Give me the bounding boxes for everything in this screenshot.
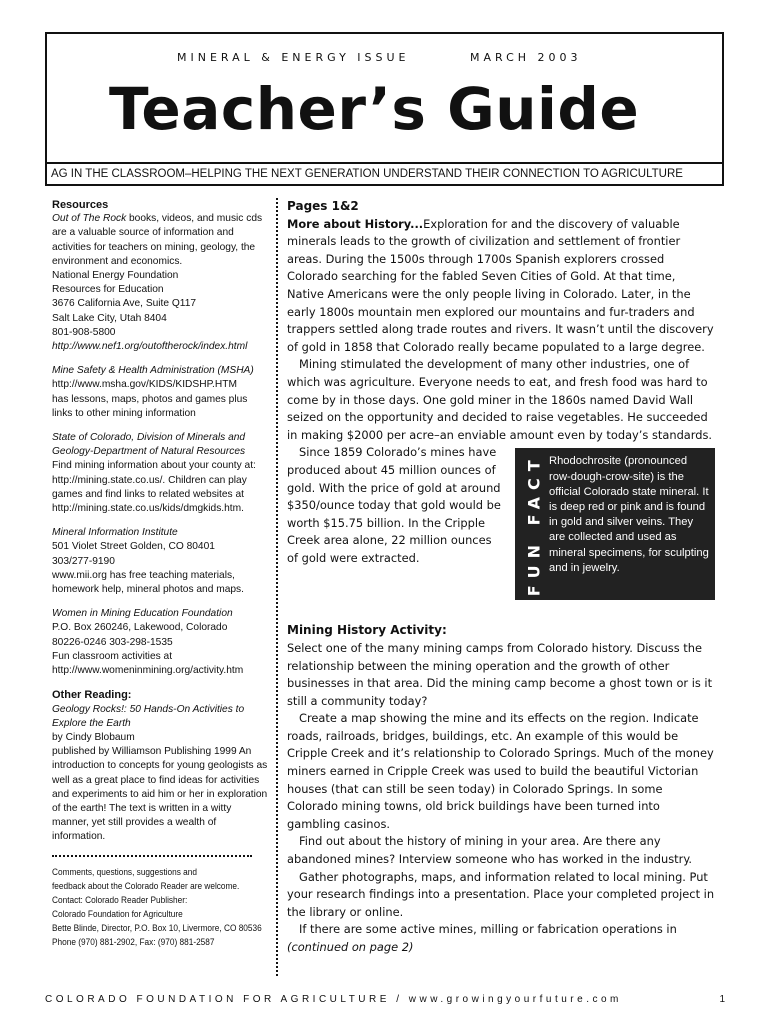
resource-desc: www.mii.org has free teaching materials, homework help, mineral photos and maps. xyxy=(52,569,244,596)
address-line: 3676 California Ave, Suite Q117 xyxy=(52,298,197,310)
resource-mii xyxy=(52,526,270,597)
activity-paragraph: Find out about the history of mining in your area. Are there any abandoned mines? Interview someone who has worked in the industry. xyxy=(287,834,693,867)
address-line: Salt Lake City, Utah 8404 xyxy=(52,312,167,324)
resource-title: Mine Safety & Health Administration (MSHA) xyxy=(52,365,254,377)
history-paragraph-3: Since 1859 Colorado’s mines have produced about 45 million ounces of gold. With the price of gold at around $350/ounce today that gold would be worth $15.75 billion. In the Cripple Creek area alone, 22 million ounces of gold were extracted. xyxy=(287,445,501,565)
history-text: Exploration for and the discovery of valuable minerals leads to the growth of civilization and settlement of frontier areas. During the 1500s through 1700s Spanish explorers crossed Colorado searching for the fabled Seven Cities of Gold. At that time, Native Americans were the only people living in Colorado. Later, in the early 1800s mountain men explored our mountains and fur-traders and trappers settled along trade routes and rivers. It wasn’t until the discovery of gold in 1858 that Colorado really became populated to a large degree. xyxy=(287,216,714,354)
contact-line: Phone (970) 881-2902, Fax: (970) 881-2587 xyxy=(52,936,215,947)
tagline: AG IN THE CLASSROOM–HELPING THE NEXT GENERATION UNDERSTAND THEIR CONNECTION TO AGRICULTURE xyxy=(45,162,724,186)
contact-line: Colorado Foundation for Agriculture xyxy=(52,908,183,919)
column-divider xyxy=(276,198,278,976)
resource-desc: books, videos, and music cds are a valuable source of information and activities for teachers on mining, geology, the environment and economics. xyxy=(52,213,263,267)
book-title: Geology Rocks!: 50 Hands-On Activities to Explore the Earth xyxy=(52,703,245,729)
resources-heading: Resources xyxy=(52,199,109,211)
activity-paragraph: Gather photographs, maps, and information related to local mining. Put your research findings into a presentation. Place your completed project in the library or online. xyxy=(287,869,715,919)
fun-fact-label-text: FUN FACT xyxy=(524,452,544,596)
main-column xyxy=(287,198,715,957)
resources-sidebar xyxy=(52,198,270,949)
phone-number: 303/277-9190 xyxy=(52,555,115,567)
activity-heading: Mining History Activity: xyxy=(287,623,447,638)
resource-desc: Fun classroom activities at xyxy=(52,650,173,662)
book-recommendation xyxy=(52,703,270,845)
fun-fact-label xyxy=(521,448,547,600)
activity-paragraph: Select one of the many mining camps from Colorado history. Discuss the relationship between the mining operation and the growth of other businesses in that area. Did the mining camp become a ghost town or is it still a community today? xyxy=(287,640,713,708)
contact-line: Comments, questions, suggestions and xyxy=(52,866,197,877)
page-number: 1 xyxy=(719,994,725,1005)
footer-text: COLORADO FOUNDATION FOR AGRICULTURE / www.growingyourfuture.com xyxy=(45,994,622,1005)
address-line: Resources for Education xyxy=(52,284,164,296)
resource-title: Out of The Rock xyxy=(52,213,127,225)
resource-desc: Find mining information about your county at: http://mining.state.co.us/. Children can play games and find links to related websites at http://mining.state.co.us/kids/dmgkids.htm. xyxy=(52,460,256,515)
fun-fact-text: Rhodochrosite (pronounced row-dough-crow-site) is the official Colorado state mineral. It is deep red or pink and is found in gold and silver veins. They are collected and used as mineral specimens, for sculpting and in jewelry. xyxy=(549,455,709,574)
resource-women-in-mining xyxy=(52,607,270,678)
resource-link[interactable]: http://www.womeninmining.org/activity.htm xyxy=(52,665,244,677)
page-title: Teacher’s Guide xyxy=(109,75,640,143)
resource-link[interactable]: http://www.msha.gov/KIDS/KIDSHP.HTM xyxy=(52,379,237,391)
address-line: National Energy Foundation xyxy=(52,270,179,282)
activity-paragraph: If there are some active mines, milling or fabrication operations in xyxy=(299,922,677,937)
pages-heading: Pages 1&2 xyxy=(287,199,359,213)
footer xyxy=(45,994,725,1005)
resource-title: State of Colorado, Division of Minerals and Geology-Department of Natural Resources xyxy=(52,432,246,458)
activity-paragraph: Create a map showing the mine and its effects on the region. Indicate roads, railroads, bridges, buildings, etc. An example of this would be Cripple Creek and it’s relationship to Colorado Springs. Much of the money miners earned in Cripple Creek was used to build the beautiful Victorian houses (that can still be seen today) in Colorado Springs. In some Colorado mining towns, old brick buildings have been turned into gambling casinos. xyxy=(287,711,714,831)
contact-line: Bette Blinde, Director, P.O. Box 10, Livermore, CO 80536 xyxy=(52,922,262,933)
resource-title: Women in Mining Education Foundation xyxy=(52,608,233,620)
address-line: 80226-0246 303-298-1535 xyxy=(52,636,173,648)
continued-note[interactable]: (continued on page 2) xyxy=(287,940,414,954)
resource-msha xyxy=(52,364,270,421)
history-lead: More about History... xyxy=(287,216,424,231)
contact-line: feedback about the Colorado Reader are welcome. xyxy=(52,880,240,891)
history-paragraph xyxy=(287,216,715,357)
other-reading-heading: Other Reading: xyxy=(52,689,132,702)
phone-number: 801-908-5800 xyxy=(52,326,116,338)
address-line: P.O. Box 260246, Lakewood, Colorado xyxy=(52,622,228,634)
divider xyxy=(52,855,252,857)
masthead xyxy=(45,32,724,162)
resource-colorado-state xyxy=(52,431,270,516)
book-author: by Cindy Blobaum xyxy=(52,731,135,743)
history-paragraph-2: Mining stimulated the development of many other industries, one of which was agriculture. Everyone needs to eat, and fresh food was hard to come by in those days. One gold miner in the 1860s named David Wall seized on the opportunity and decided to raise vegetables. He succeeded in making $2000 per acre–an enviable amount even by today’s standards. xyxy=(287,357,713,442)
resource-out-of-the-rock xyxy=(52,212,270,354)
address-line: 501 Violet Street Golden, CO 80401 xyxy=(52,541,215,553)
resource-link[interactable]: http://www.nef1.org/outoftherock/index.html xyxy=(52,341,248,353)
fun-fact-box xyxy=(515,448,715,600)
resource-title: Mineral Information Institute xyxy=(52,527,178,539)
spacer xyxy=(287,604,715,622)
issue-name: MINERAL & ENERGY ISSUE xyxy=(177,51,410,64)
resource-desc: has lessons, maps, photos and games plus links to other mining information xyxy=(52,393,248,419)
fun-fact-section xyxy=(287,444,715,604)
book-desc: published by Williamson Publishing 1999 An introduction to concepts for young geologists as well as a great place to find ideas for activities and experiments to aid him or her in exploration of the earth! The text is written in a witty manner, yet still provides a wealth of information. xyxy=(52,746,268,843)
contact-line: Contact: Colorado Reader Publisher: xyxy=(52,894,188,905)
issue-date: MARCH 2003 xyxy=(470,51,582,64)
contact-info xyxy=(52,865,270,949)
